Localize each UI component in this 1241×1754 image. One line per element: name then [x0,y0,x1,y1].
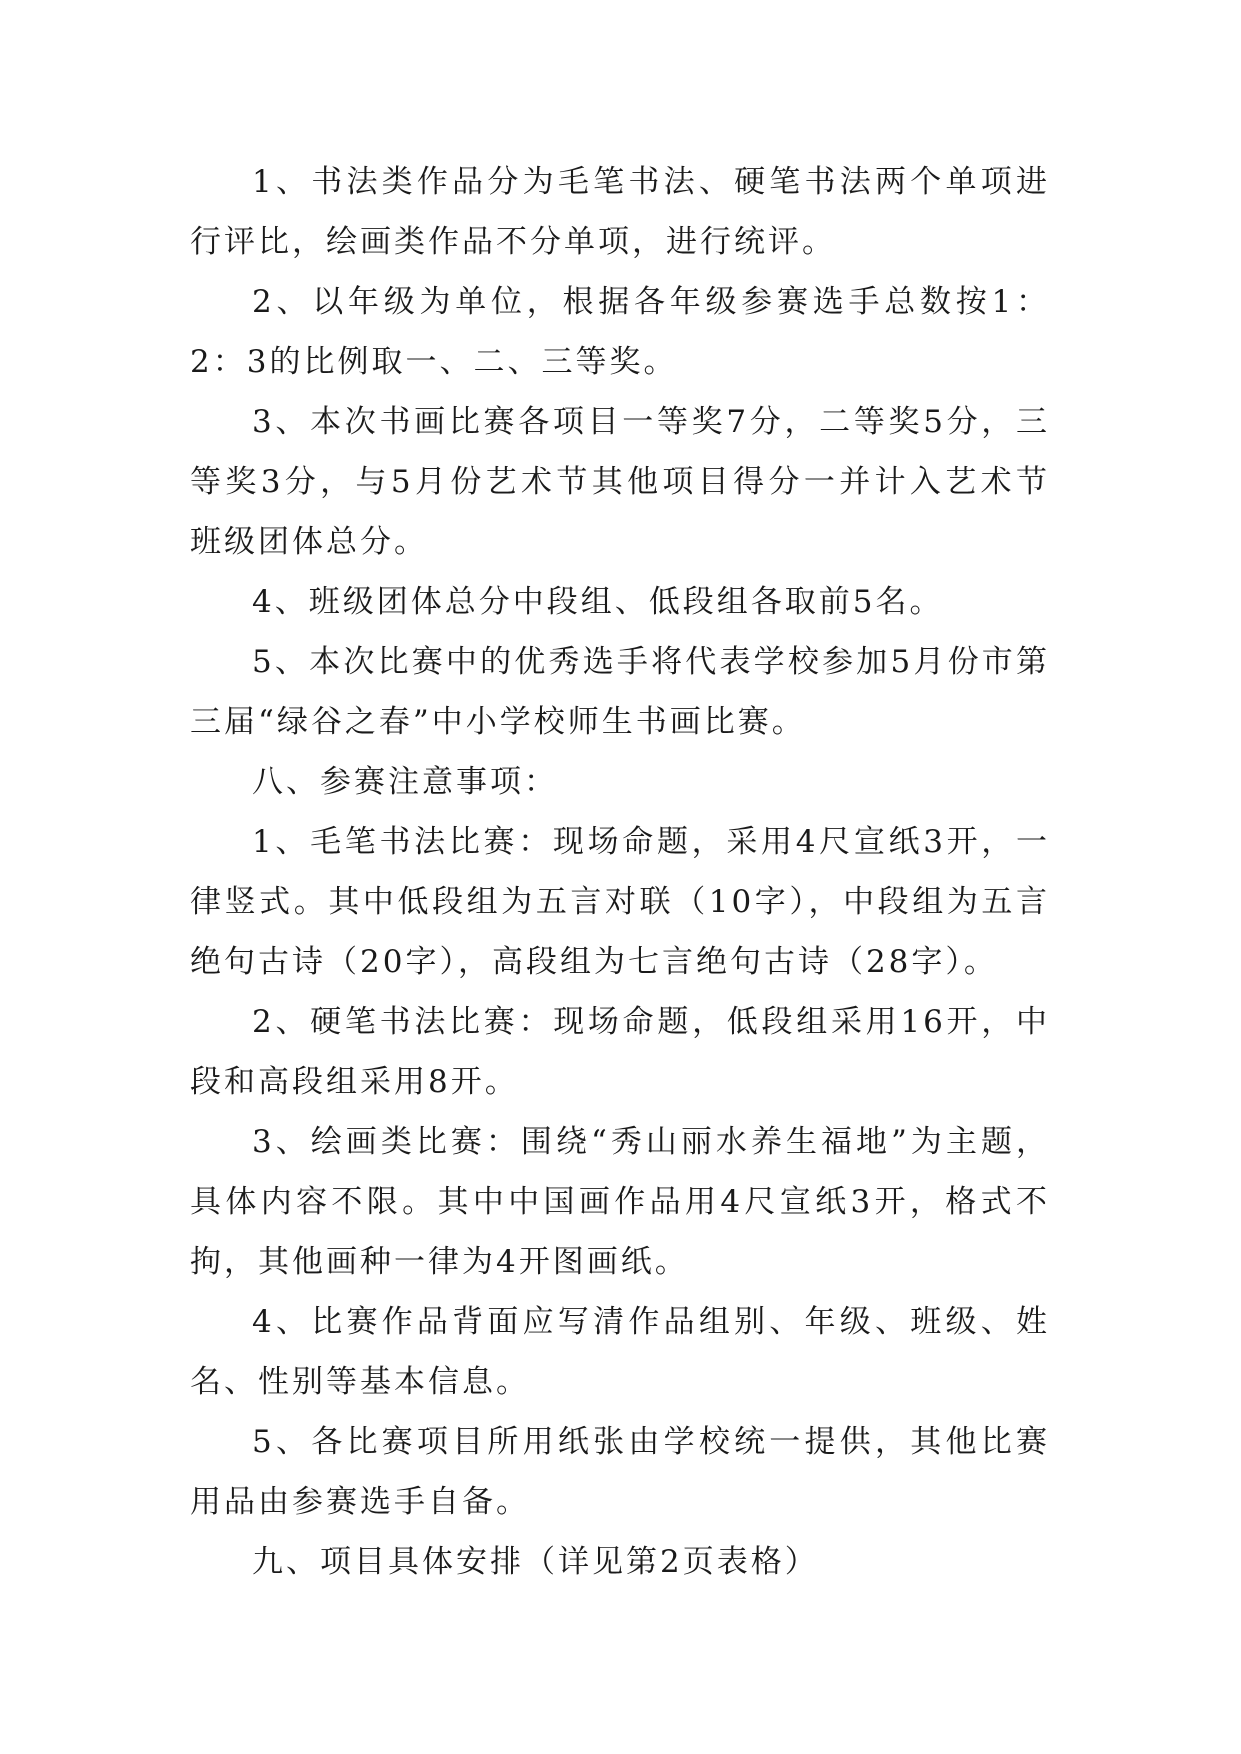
paragraph-painting: 3、绘画类比赛：围绕“秀山丽水养生福地”为主题，具体内容不限。其中中国画作品用4尺宣纸3开，格式不拘，其他画种一律为4开图画纸。 [190,1124,1050,1280]
section-heading-schedule: 九、项目具体安排（详见第2页表格） [252,1544,819,1580]
paragraph-award-points: 3、本次书画比赛各项目一等奖7分，二等奖5分，三等奖3分，与5月份艺术节其他项目得分一并计入艺术节班级团体总分。 [190,404,1050,560]
paragraph-class-ranking: 4、班级团体总分中段组、低段组各取前5名。 [252,584,944,620]
paragraph-entry-info: 4、比赛作品背面应写清作品组别、年级、班级、姓名、性别等基本信息。 [190,1304,1050,1400]
paragraph-award-ratio: 2、以年级为单位，根据各年级参赛选手总数按1：2：3的比例取一、二、三等奖。 [190,284,1050,380]
paragraph-city-competition: 5、本次比赛中的优秀选手将代表学校参加5月份市第三届“绿谷之春”中小学校师生书画比赛。 [190,644,1050,740]
document-body [190,152,1050,1592]
paragraph-judging-categories: 1、书法类作品分为毛笔书法、硬笔书法两个单项进行评比，绘画类作品不分单项，进行统评。 [190,164,1050,260]
section-heading-notes: 八、参赛注意事项： [252,764,558,800]
paragraph-brush-calligraphy: 1、毛笔书法比赛：现场命题，采用4尺宣纸3开，一律竖式。其中低段组为五言对联（10字），中段组为五言绝句古诗（20字），高段组为七言绝句古诗（28字）。 [190,824,1050,980]
paragraph-pen-calligraphy: 2、硬笔书法比赛：现场命题，低段组采用16开，中段和高段组采用8开。 [190,1004,1050,1100]
paragraph-materials: 5、各比赛项目所用纸张由学校统一提供，其他比赛用品由参赛选手自备。 [190,1424,1050,1520]
